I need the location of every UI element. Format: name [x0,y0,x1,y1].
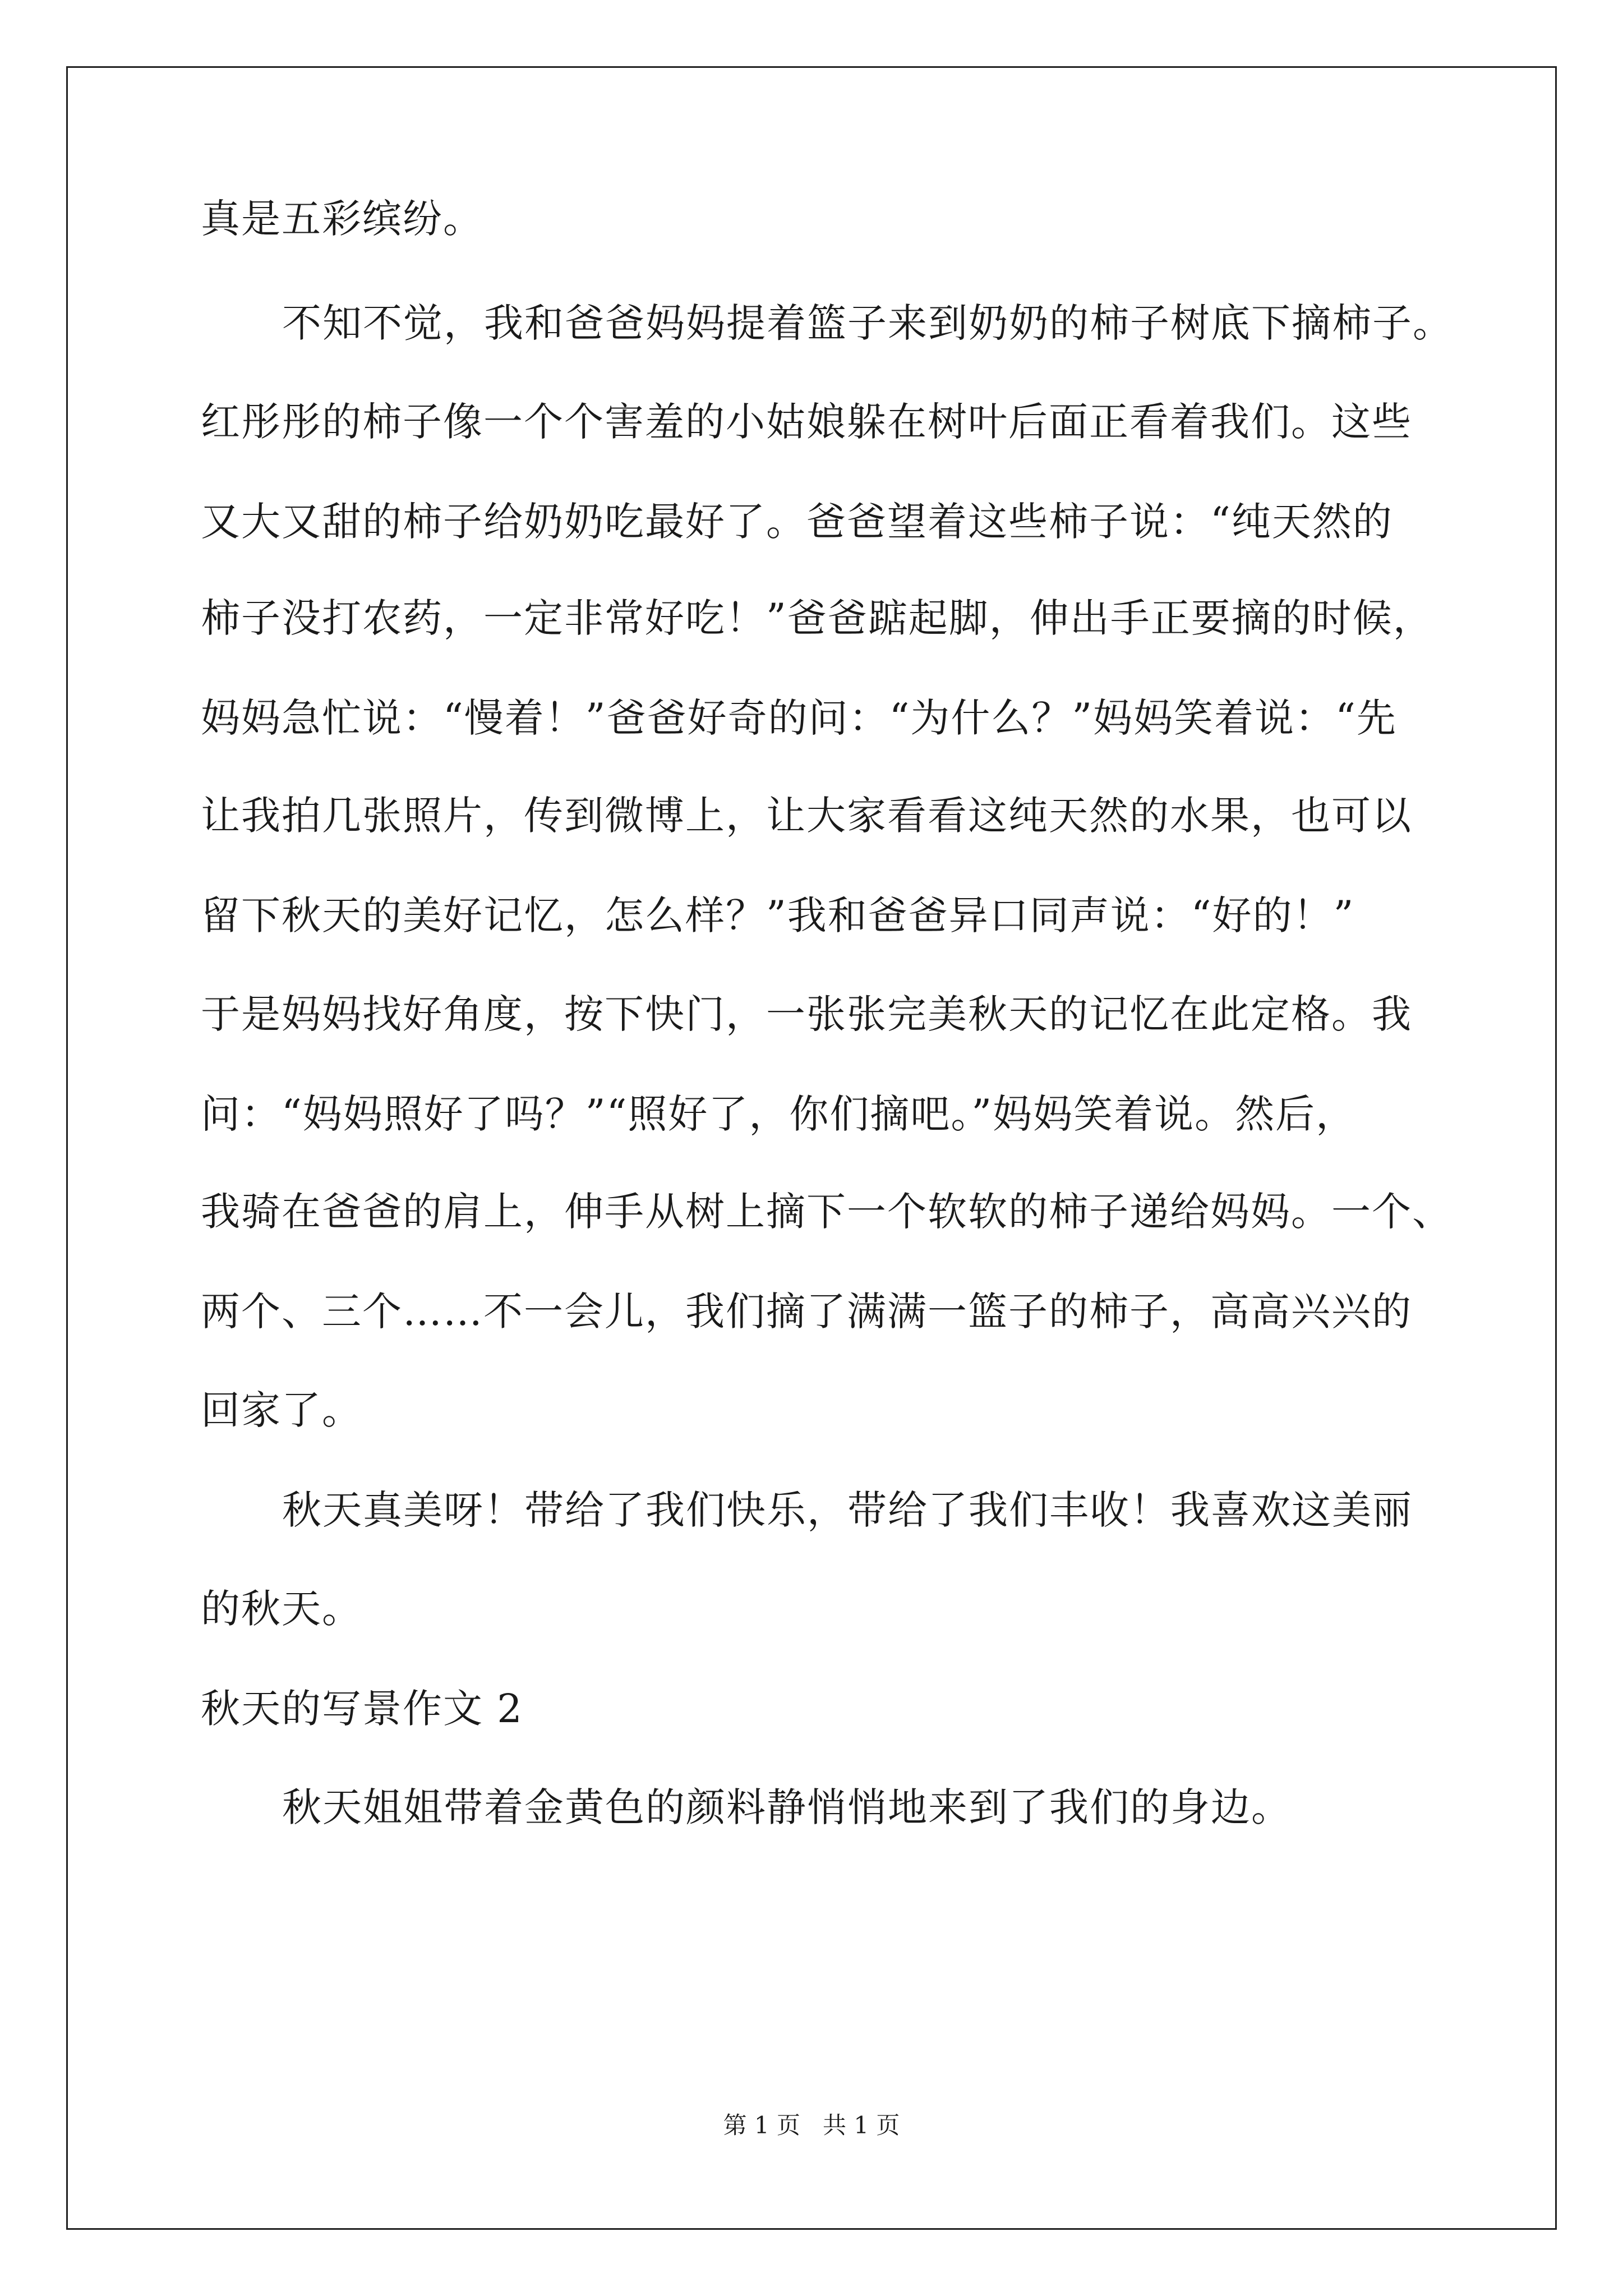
text-line: 柿子没打农药，一定非常好吃！”爸爸踮起脚，伸出手正要摘的时候， [201,595,1433,641]
page-border [66,66,1557,2230]
text-line: 让我拍几张照片，传到微博上，让大家看看这纯天然的水果，也可以 [201,793,1412,839]
page-total: 共 1 页 [823,2111,900,2139]
text-line: 两个、三个……不一会儿，我们摘了满满一篮子的柿子，高高兴兴的 [201,1289,1412,1335]
text-line: 妈妈急忙说：“慢着！”爸爸好奇的问：“为什么？”妈妈笑着说：“先 [201,695,1397,741]
page-number: 第 1 页 [723,2111,800,2139]
text-line: 回家了。 [201,1387,362,1433]
text-line: 的秋天。 [201,1586,362,1632]
paragraph-line: 不知不觉，我和爸爸妈妈提着篮子来到奶奶的柿子树底下摘柿子。 [282,300,1453,346]
text-line: 我骑在爸爸的肩上，伸手从树上摘下一个软软的柿子递给妈妈。一个、 [201,1189,1453,1235]
text-line: 又大又甜的柿子给奶奶吃最好了。爸爸望着这些柿子说：“纯天然的 [201,499,1393,545]
text-line: 真是五彩缤纷。 [201,196,483,242]
text-line: 红彤彤的柿子像一个个害羞的小姑娘躲在树叶后面正看着我们。这些 [201,399,1412,445]
paragraph-line: 秋天姐姐带着金黄色的颜料静悄悄地来到了我们的身边。 [282,1784,1292,1830]
text-line: 留下秋天的美好记忆，怎么样？”我和爸爸异口同声说：“好的！” [201,892,1355,938]
text-line: 问：“妈妈照好了吗？”“照好了，你们摘吧。”妈妈笑着说。然后， [201,1091,1357,1137]
page-footer [0,2111,1623,2139]
section-heading: 秋天的写景作文 2 [201,1686,523,1732]
paragraph-line: 秋天真美呀！带给了我们快乐，带给了我们丰收！我喜欢这美丽 [282,1487,1413,1533]
text-line: 于是妈妈找好角度，按下快门，一张张完美秋天的记忆在此定格。我 [201,991,1412,1037]
